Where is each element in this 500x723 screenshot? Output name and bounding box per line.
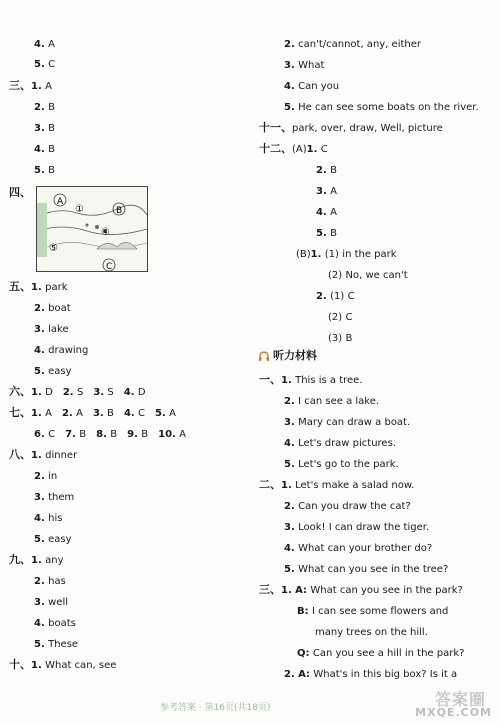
answer-line: 5. What can you see in the tree? [284, 564, 449, 575]
section-6: 六、1. D 2. S 3. S 4. D [9, 385, 146, 398]
listening-title: 听力材料 [273, 349, 317, 362]
answer-line: 5. easy [34, 534, 72, 545]
answer-line: 3. A [316, 186, 337, 197]
answer-line: 5. easy [34, 366, 72, 377]
map-label-b: B [116, 206, 123, 216]
answer-line: 5. Let's go to the park. [284, 459, 399, 470]
watermark-logo [415, 687, 496, 721]
answer-line: 4. Can you [284, 81, 340, 92]
answer-line: 4. boats [34, 618, 76, 629]
section-8: 八、1. dinner [9, 448, 78, 461]
map-label-4: ④ [101, 227, 110, 238]
map-illustration [37, 187, 147, 271]
answer-line: 2. (1) C [316, 291, 355, 302]
answer-line: 2. Can you draw the cat? [284, 501, 411, 512]
answer-line: (3) B [328, 333, 353, 344]
listening-section-3: 三、1. A: What can you see in the park? [259, 583, 463, 596]
answer-line: 2. in [34, 471, 58, 482]
tree-shape [37, 203, 47, 257]
listening-section-2: 二、1. Let's make a salad now. [259, 478, 415, 491]
answer-line: 4. A [34, 39, 55, 50]
answer-line: (2) No, we can't [328, 270, 408, 281]
map-label-1: ① [75, 204, 84, 215]
answer-line: (B)1. (1) in the park [296, 249, 397, 260]
answer-line: 5. B [34, 165, 55, 176]
answer-line: 2. has [34, 576, 66, 587]
answer-line: 4. What can your brother do? [284, 543, 433, 554]
watermark-line-2: MXQE.COM [415, 706, 492, 719]
section-10: 十、1. What can, see [9, 658, 117, 671]
answer-line: 3. well [34, 597, 68, 608]
section-11: 十一、park, over, draw, Well, picture [259, 121, 443, 134]
section-3: 三、1. A [9, 79, 52, 92]
section-9: 九、1. any [9, 553, 64, 566]
answer-line: 4. his [34, 513, 63, 524]
answer-line: many trees on the hill. [315, 627, 428, 638]
answer-line: 2. A: What's in this big box? Is it a [284, 669, 458, 680]
answer-line: 3. lake [34, 324, 69, 335]
answer-line: 3. B [34, 123, 55, 134]
answer-line: 2. B [316, 165, 337, 176]
watermark-line-1: 答案圈 [434, 690, 486, 709]
map-label-a: A [57, 197, 64, 207]
answer-line: 4. Let's draw pictures. [284, 438, 396, 449]
answer-line: 3. them [34, 492, 75, 503]
answer-line: 4. B [34, 144, 55, 155]
page-footer: 参考答案 · 第16页(共18页) [160, 703, 271, 713]
answer-line: 2. B [34, 102, 55, 113]
answer-line: (2) C [328, 312, 353, 323]
answer-line: 5. He can see some boats on the river. [284, 102, 479, 113]
answer-line: 3. Mary can draw a boat. [284, 417, 411, 428]
answer-line: 2. boat [34, 303, 71, 314]
answer-line: B: I can see some flowers and [297, 606, 449, 617]
answer-line: Q: Can you see a hill in the park? [297, 648, 465, 659]
section-4: 四、 [9, 186, 31, 199]
answer-line: 2. I can see a lake. [284, 396, 380, 407]
listening-section-1: 一、1. This is a tree. [259, 373, 363, 386]
answer-line: 3. Look! I can draw the tiger. [284, 522, 430, 533]
answer-line: 3. What [284, 60, 325, 71]
answer-line: 5. C [34, 59, 56, 70]
section-7: 七、1. A 2. A 3. B 4. C 5. A [9, 406, 176, 419]
map-picture [36, 186, 148, 272]
answer-line: 5. These [34, 639, 79, 650]
answer-line: 2. can't/cannot, any, either [284, 39, 422, 50]
answer-line: 6. C 7. B 8. B 9. B 10. A [34, 429, 187, 440]
hill-shape [97, 242, 137, 249]
answer-line: 5. B [316, 228, 337, 239]
section-5: 五、1. park [9, 280, 68, 293]
section-12: 十二、(A)1. C [259, 142, 328, 155]
map-label-5: ⑤ [49, 243, 58, 254]
answer-line: 4. drawing [34, 345, 89, 356]
headphone-icon [258, 350, 270, 362]
map-label-c: C [106, 262, 113, 271]
answer-line: 4. A [316, 207, 337, 218]
